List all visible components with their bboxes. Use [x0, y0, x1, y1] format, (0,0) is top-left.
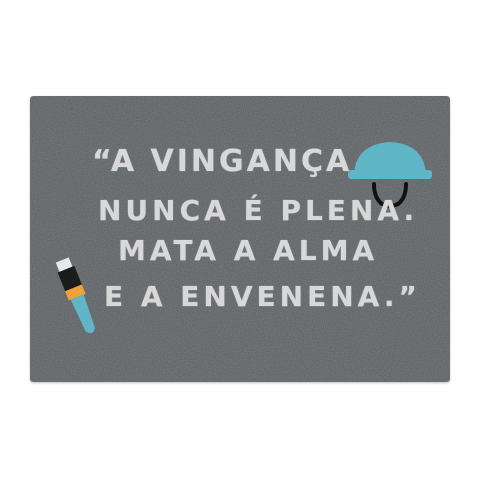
quote-text — [30, 96, 450, 382]
quote-line-1: “A VINGANÇA — [92, 144, 353, 179]
quote-line-3: MATA A ALMA — [118, 234, 379, 267]
quote-line-2: NUNCA É PLENA. — [98, 194, 419, 227]
doormat — [30, 96, 450, 382]
quote-line-4: E A ENVENENA.” — [104, 280, 421, 313]
